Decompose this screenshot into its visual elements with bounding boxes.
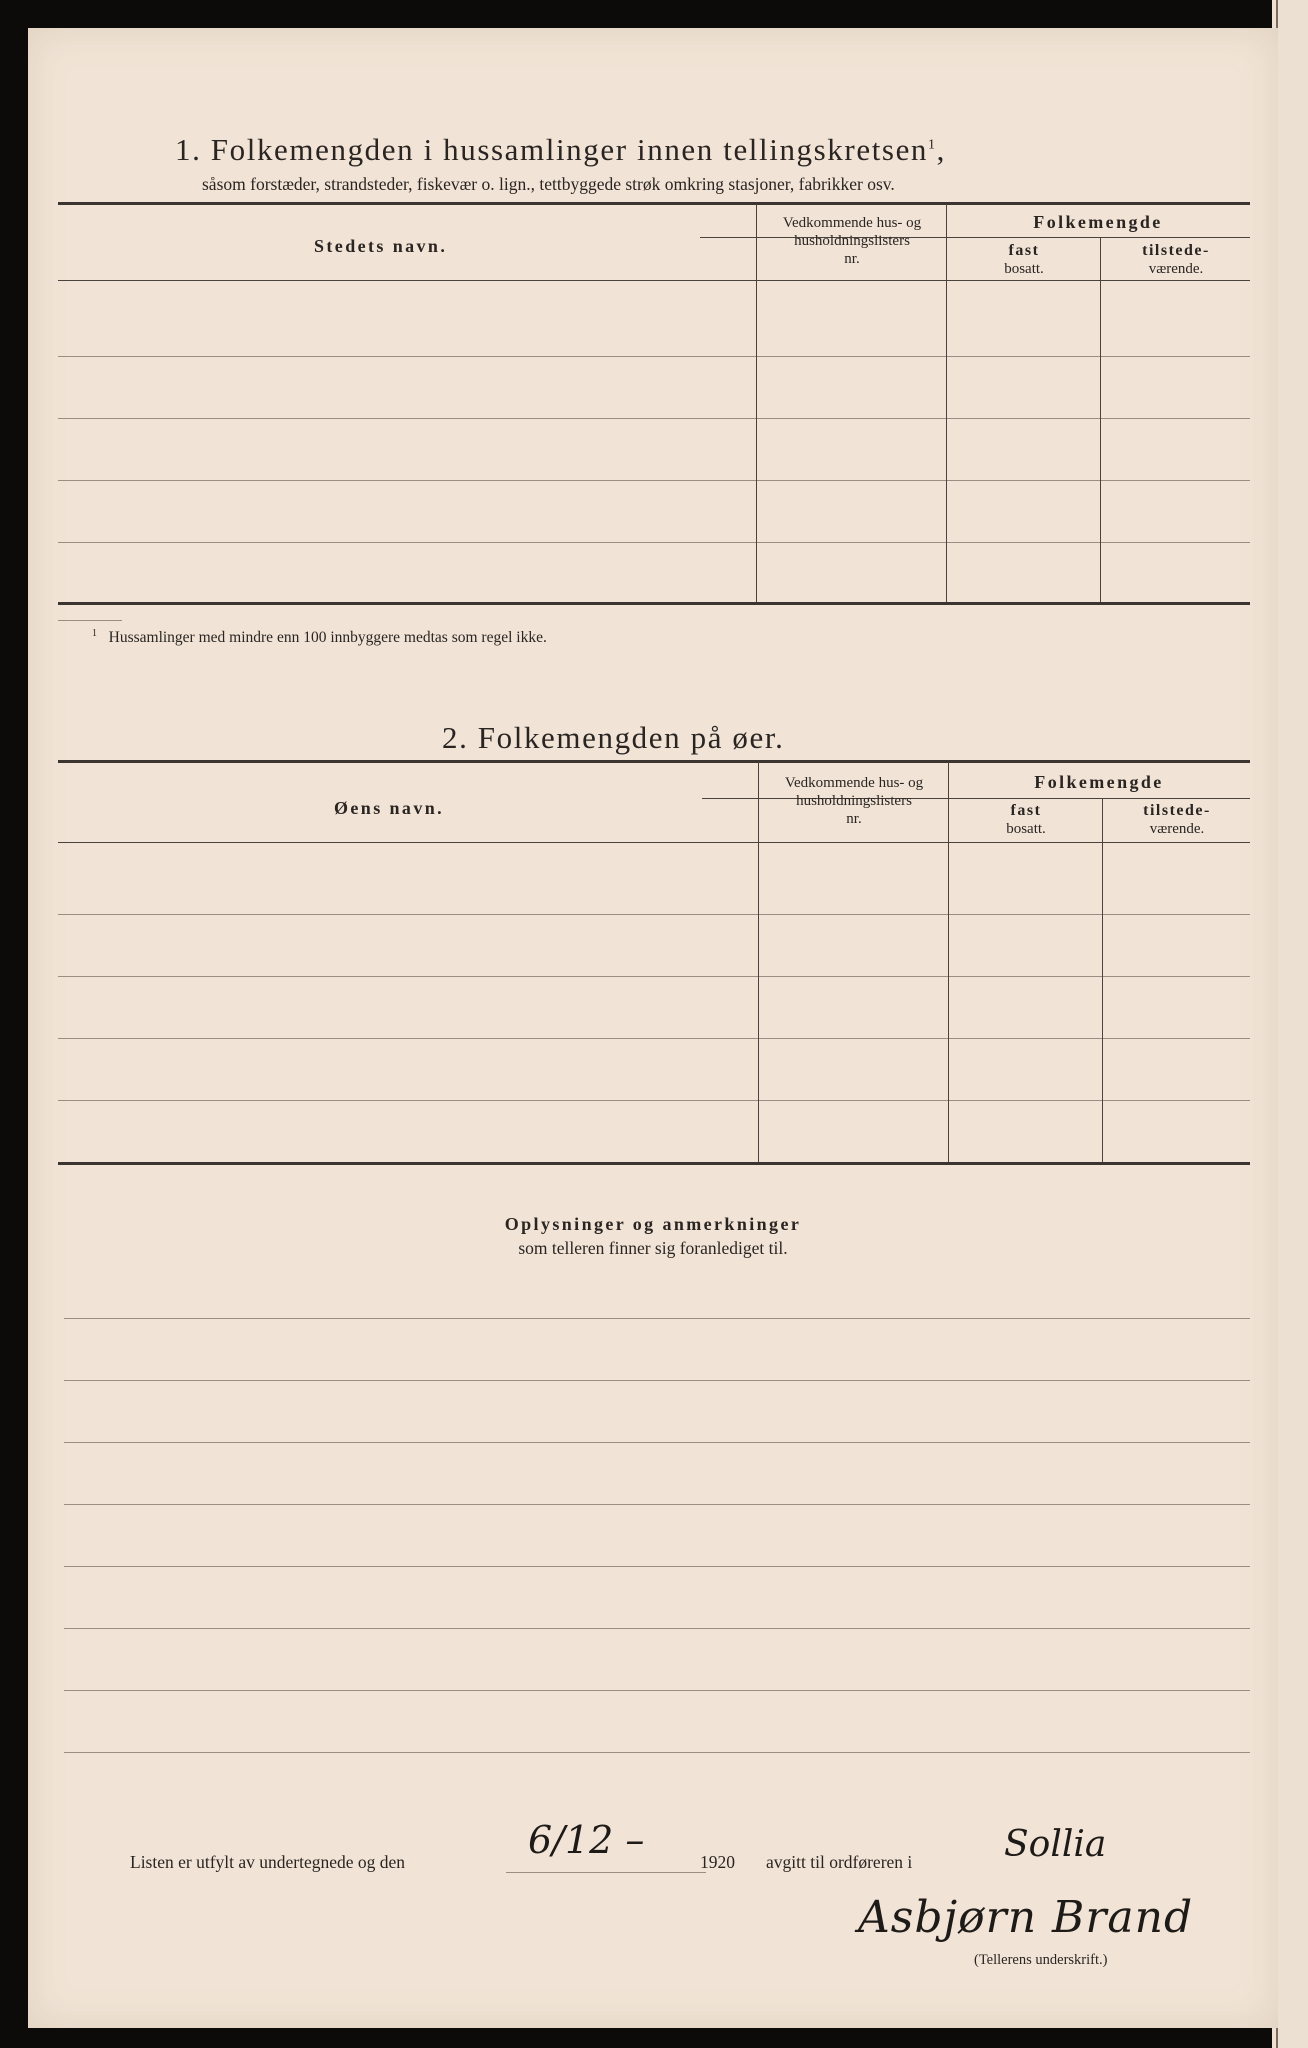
remarks-line (64, 1690, 1250, 1691)
section1-bottom-rule (58, 602, 1250, 605)
section1-col-lists: Vedkommende hus- og husholdningslisters nr. (782, 215, 922, 267)
remarks-line (64, 1442, 1250, 1443)
signoff-date-handwritten: 6/12 – (528, 1818, 645, 1862)
section1-row-line (58, 356, 1250, 357)
section2-col-divider (1102, 798, 1103, 1162)
census-form-page (28, 28, 1278, 2028)
section1-col-fast: fast bosatt. (1004, 242, 1044, 277)
remarks-heading: Oplysninger og anmerkninger (504, 1214, 802, 1234)
signoff-middle: avgitt til ordføreren i (766, 1852, 913, 1872)
section2-col-lists: Vedkommende hus- og husholdningslisters nr. (784, 775, 924, 827)
section1-col-divider (756, 204, 757, 602)
signoff-place-handwritten: Sollia (1004, 1824, 1107, 1865)
section1-col-tilstede: tilstede- værende. (1142, 242, 1210, 277)
section2-title: 2. Folkemengden på øer. (442, 720, 785, 755)
section2-row-line (58, 1100, 1250, 1101)
section2-row-line (58, 1038, 1250, 1039)
section2-col-divider (948, 762, 949, 1162)
signature-caption: (Tellerens underskrift.) (974, 1952, 1108, 1968)
section2-top-rule (58, 760, 1250, 763)
footnote-rule (58, 620, 122, 621)
remarks-line (64, 1628, 1250, 1629)
section2-bottom-rule (58, 1162, 1250, 1165)
section1-col-divider (946, 204, 947, 602)
section2-col-population: Folkemengde (1034, 772, 1164, 792)
section1-subtitle: såsom forstæder, strandsteder, fiskevær o. lign., tettbyggede strøk omkring stasjoner, fabrikker osv. (202, 174, 895, 194)
section2-col-fast: fast bosatt. (1006, 802, 1046, 837)
section1-col-place-name: Stedets navn. (314, 236, 448, 256)
section1-row-line (58, 542, 1250, 543)
section1-col-divider (1100, 237, 1101, 602)
remarks-line (64, 1566, 1250, 1567)
section1-row-line (58, 418, 1250, 419)
section1-title: 1. Folkemengden i hussamlinger innen tellingskretsen$^1$, (175, 132, 946, 167)
teller-signature: Asbjørn Brand (858, 1892, 1194, 1943)
section2-header-rule (58, 842, 1250, 843)
section1-col-population: Folkemengde (1033, 212, 1163, 232)
signoff-year: 1920 (700, 1852, 735, 1872)
section1-header-rule (58, 280, 1250, 281)
section1-footnote: $^1$ Hussamlinger med mindre enn 100 innbyggere medtas som regel ikke. (92, 628, 547, 647)
remarks-subheading: som telleren finner sig foranlediget til. (518, 1238, 788, 1258)
section1-row-line (58, 480, 1250, 481)
remarks-line (64, 1318, 1250, 1319)
remarks-line (64, 1504, 1250, 1505)
section2-row-line (58, 914, 1250, 915)
section1-top-rule (58, 202, 1250, 205)
signoff-date-line (506, 1872, 706, 1873)
signoff-prefix: Listen er utfylt av undertegnede og den (130, 1852, 406, 1872)
section2-col-divider (758, 762, 759, 1162)
remarks-line (64, 1752, 1250, 1753)
section2-row-line (58, 976, 1250, 977)
section2-col-island-name: Øens navn. (334, 798, 445, 818)
remarks-line (64, 1380, 1250, 1381)
section2-col-tilstede: tilstede- værende. (1143, 802, 1211, 837)
